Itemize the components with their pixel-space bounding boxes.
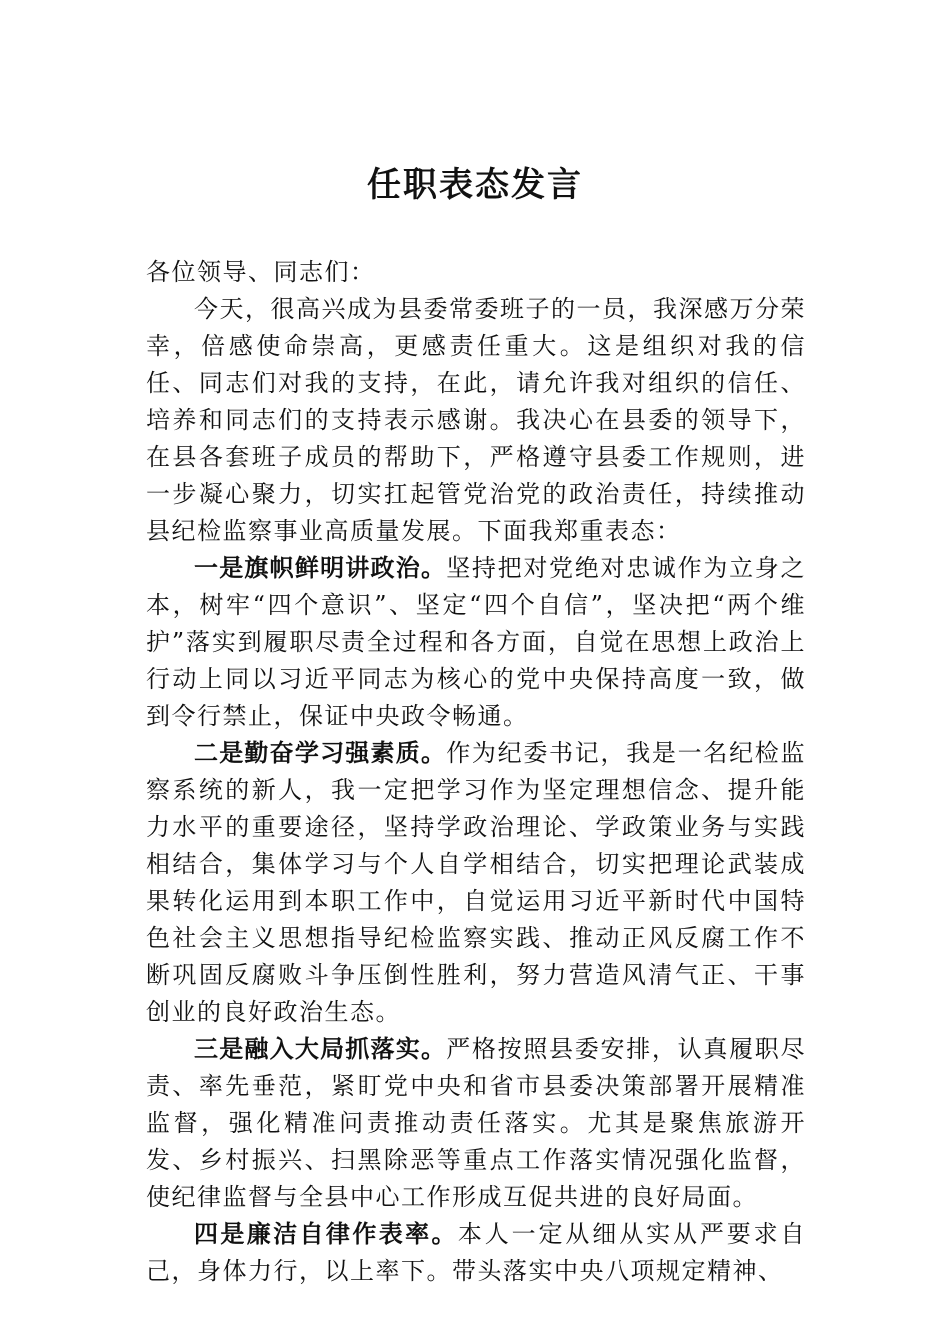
section-text-3: 严格按照县委安排，认真履职尽责、率先垂范，紧盯党中央和省市县委决策部署开展精准监督，强化精准问责推动责任落实。尤其是聚焦旅游开发、乡村振兴、扫黑除恶等重点工作落实情况强化监督，使纪律监督与全县中心工作形成互促共进的良好局面。 (146, 1035, 807, 1211)
section-text-4: 本人一定从细从实从严要求自己，身体力行，以上率下。带头落实中央八项规定精神、 (146, 1220, 807, 1285)
document-body (146, 254, 806, 1290)
section-heading-4: 四是廉洁自律作表率。 (194, 1220, 458, 1248)
salutation: 各位领导、同志们： (146, 258, 376, 286)
section-text-1: 坚持把对党绝对忠诚作为立身之本，树牢“四个意识”、坚定“四个自信”，坚决把“两个维护”落实到履职尽责全过程和各方面，自觉在思想上政治上行动上同以习近平同志为核心的党中央保持高度一致，做到令行禁止，保证中央政令畅通。 (146, 554, 807, 730)
section-text-2: 作为纪委书记，我是一名纪检监察系统的新人，我一定把学习作为坚定理想信念、提升能力水平的重要途径，坚持学政治理论、学政策业务与实践相结合，集体学习与个人自学相结合，切实把理论武装成果转化运用到本职工作中，自觉运用习近平新时代中国特色社会主义思想指导纪检监察实践、推动正风反腐工作不断巩固反腐败斗争压倒性胜利，努力营造风清气正、干事创业的良好政治生态。 (146, 739, 807, 1026)
section-paragraph-2 (146, 735, 806, 1031)
section-paragraph-1 (146, 550, 806, 735)
document-title: 任职表态发言 (367, 165, 583, 205)
section-paragraph-3 (146, 1031, 806, 1216)
intro-paragraph: 今天，很高兴成为县委常委班子的一员，我深感万分荣幸，倍感使命崇高，更感责任重大。这是组织对我的信任、同志们对我的支持，在此，请允许我对组织的信任、培养和同志们的支持表示感谢。我决心在县委的领导下，在县各套班子成员的帮助下，严格遵守县委工作规则，进一步凝心聚力，切实扛起管党治党的政治责任，持续推动县纪检监察事业高质量发展。下面我郑重表态： (146, 295, 806, 545)
section-heading-2: 二是勤奋学习强素质。 (194, 739, 447, 767)
section-heading-1: 一是旗帜鲜明讲政治。 (194, 554, 447, 582)
section-heading-3: 三是融入大局抓落实。 (194, 1035, 447, 1063)
section-paragraph-4 (146, 1216, 806, 1290)
